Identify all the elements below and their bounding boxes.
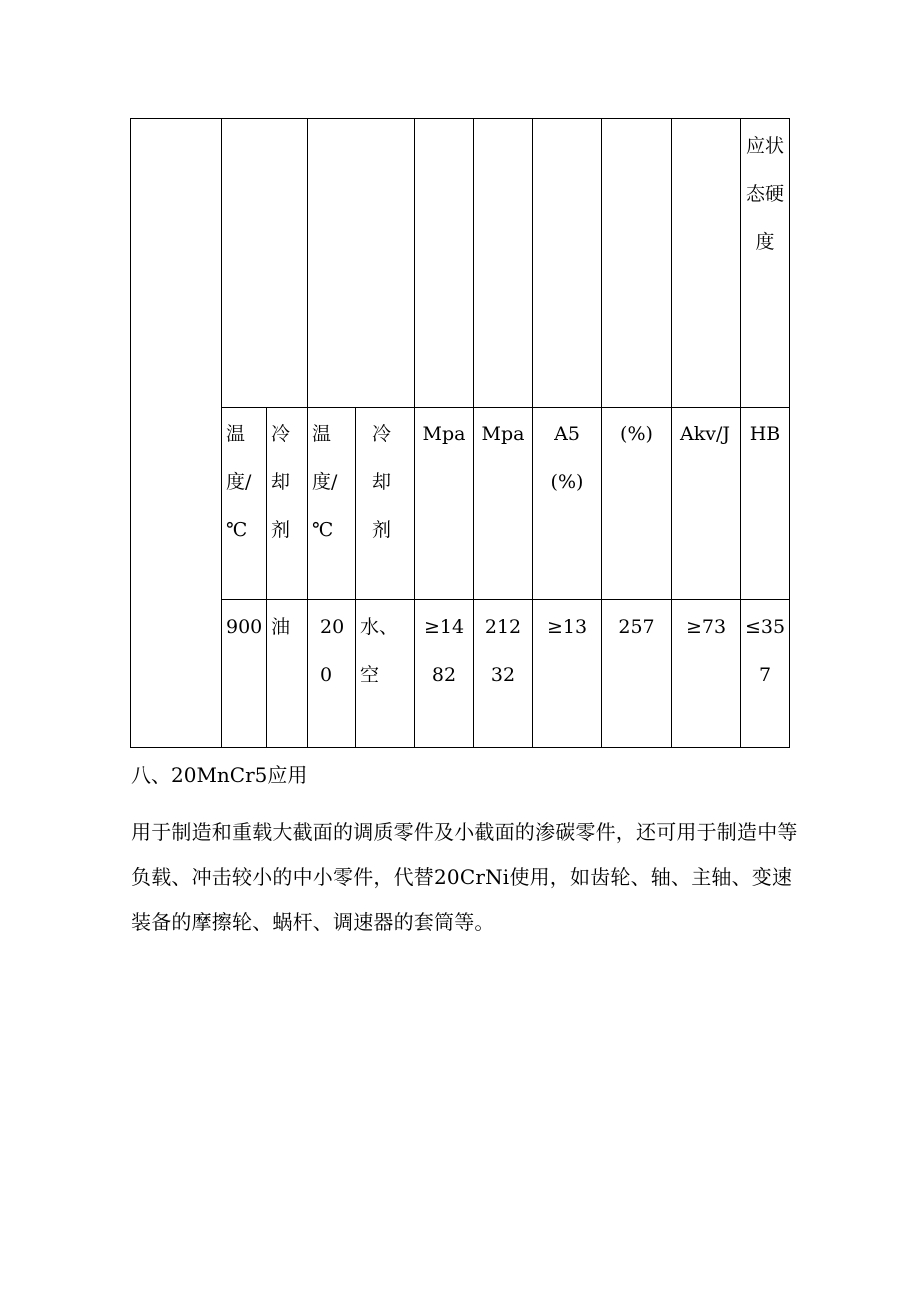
data-cell-quench-coolant: 油 bbox=[271, 616, 291, 638]
data-cell-quench-temp: 900 bbox=[226, 616, 263, 638]
header-cell-quench-coolant: 冷却剂 bbox=[271, 423, 291, 541]
data-cell-reduction: 257 bbox=[618, 616, 655, 638]
header-cell-hardness-state: 应状态硬度 bbox=[745, 135, 784, 253]
data-cell-hardness: ≤357 bbox=[744, 616, 786, 686]
section-title: 八、20MnCr5应用 bbox=[131, 763, 308, 787]
data-cell-temper-coolant: 水、空 bbox=[360, 616, 399, 686]
header-cell-hardness-unit: HB bbox=[749, 423, 781, 445]
table-border-left bbox=[130, 118, 131, 748]
table-border-bottom bbox=[130, 747, 790, 748]
data-cell-tensile-strength: ≥1482 bbox=[423, 616, 465, 686]
data-cell-impact: ≥73 bbox=[685, 616, 727, 638]
data-cell-temper-temp: 200 bbox=[320, 616, 345, 686]
header-cell-temper-temp: 温度/℃ bbox=[312, 423, 338, 541]
table-col-divider bbox=[532, 118, 533, 748]
data-cell-yield-strength: 21232 bbox=[484, 616, 522, 686]
header-cell-yield-unit: Mpa bbox=[481, 423, 525, 445]
table-border-right bbox=[789, 118, 790, 748]
header-cell-temper-coolant: 冷却剂 bbox=[372, 423, 392, 541]
data-cell-elongation: ≥13 bbox=[546, 616, 588, 638]
table-col-divider bbox=[671, 118, 672, 748]
header-cell-elongation-unit: A5(%) bbox=[550, 423, 584, 493]
header-cell-tensile-unit: Mpa bbox=[422, 423, 466, 445]
section-body: 用于制造和重载大截面的调质零件及小截面的渗碳零件，还可用于制造中等负载、冲击较小的中小零件，代替20CrNi使用，如齿轮、轴、主轴、变速装备的摩擦轮、蜗杆、调速器的套筒等。 bbox=[131, 820, 798, 934]
header-cell-impact-unit: Akv/J bbox=[680, 423, 730, 445]
header-cell-reduction-unit: (%) bbox=[620, 423, 653, 445]
table-border-top bbox=[130, 118, 790, 119]
header-cell-quench-temp: 温度/℃ bbox=[226, 423, 252, 541]
